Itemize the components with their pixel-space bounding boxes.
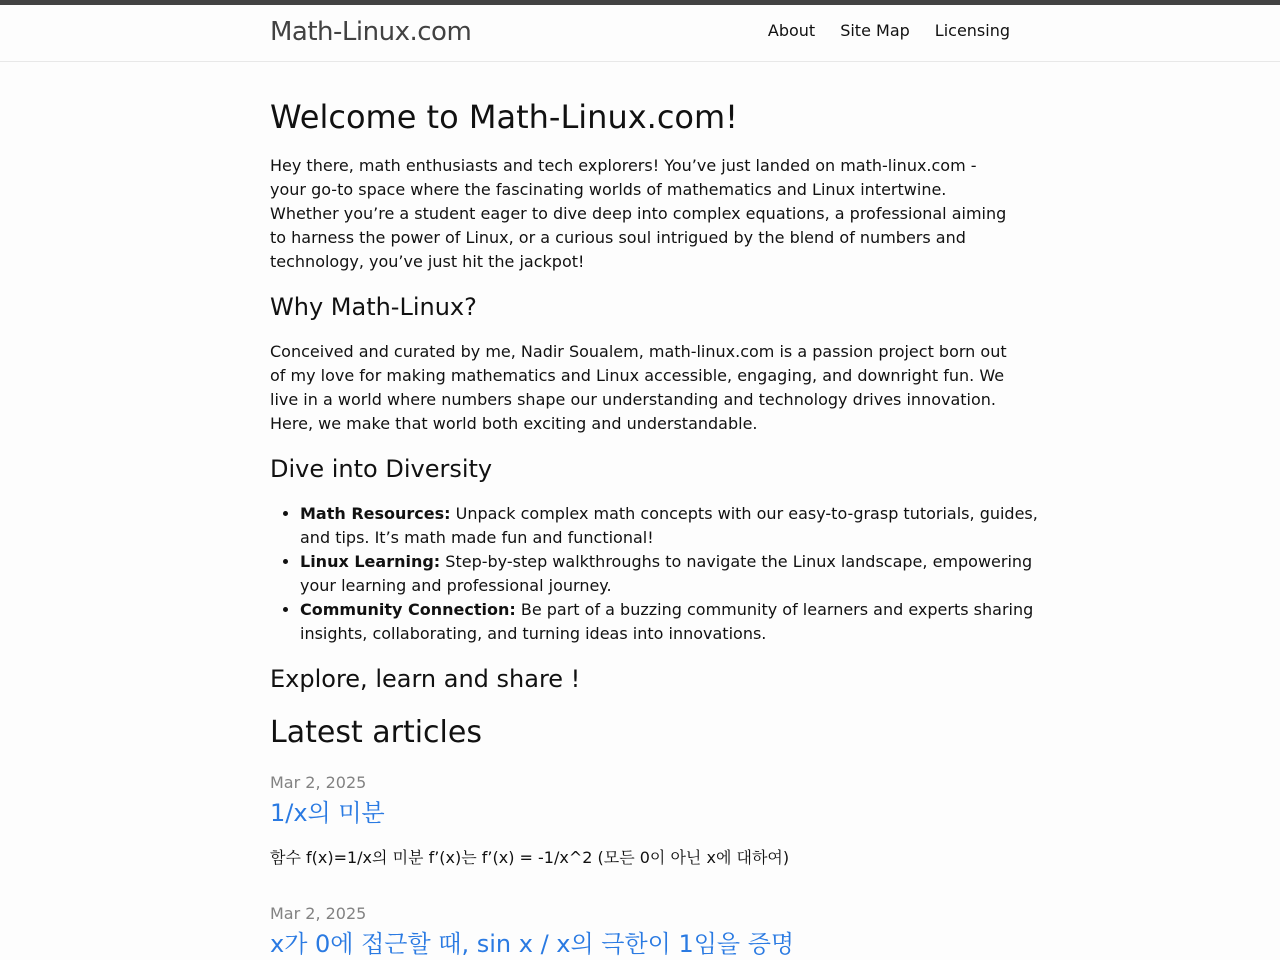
why-paragraph: Conceived and curated by me, Nadir Soualem, math-linux.com is a passion project born out of my love for making mathematics and Linux accessible, engaging, and downright fun. We live in a world where numbers shape our understanding and technology drives innovation. Here, we make that world both exciting and understandable. [270, 342, 1007, 433]
post-title-link[interactable]: 1/x의 미분 [270, 799, 385, 827]
nav-about-link[interactable]: About [767, 21, 816, 40]
feature-title: Linux Learning: [300, 552, 441, 571]
dive-heading: Dive into Diversity [270, 455, 493, 483]
site-nav [768, 19, 1010, 43]
post-excerpt: 함수 f(x)=1/x의 미분 f’(x)는 f’(x) = -1/x^2 (모든 0이 아닌 x에 대하여) [270, 848, 790, 867]
site-header [0, 5, 1280, 62]
intro-paragraph: Hey there, math enthusiasts and tech explorers! You’ve just landed on math-linux.com - your go-to space where the fascinating worlds of mathematics and Linux intertwine. Whether you’re a student eager to dive deep into complex equations, a professional aiming to harness the power of Linux, or a curious soul intrigued by the blend of numbers and technology, you’ve just hit the jackpot! [270, 156, 1007, 271]
post-date: Mar 2, 2025 [270, 904, 367, 923]
nav-site-map-link[interactable]: Site Map [840, 21, 910, 40]
site-title-link[interactable]: Math-Linux.com [270, 17, 472, 47]
feature-title: Community Connection: [300, 600, 516, 619]
feature-text: Step-by-step walkthroughs to navigate the Linux landscape, empowering your learning and professional journey. [300, 552, 1033, 595]
latest-articles-heading: Latest articles [270, 715, 482, 750]
feature-title: Math Resources: [300, 504, 451, 523]
feature-list [270, 502, 1040, 646]
feature-item-linux [300, 550, 1040, 598]
explore-heading: Explore, learn and share ! [270, 665, 581, 693]
feature-text: Unpack complex math concepts with our easy-to-grasp tutorials, guides, and tips. It’s math made fun and functional! [300, 504, 1038, 547]
feature-text: Be part of a buzzing community of learners and experts sharing insights, collaborating, and turning ideas into innovations. [300, 600, 1034, 643]
post-title-link[interactable]: x가 0에 접근할 때, sin x / x의 극한이 1임을 증명 [270, 930, 795, 958]
feature-item-math [300, 502, 1040, 550]
why-heading: Why Math-Linux? [270, 293, 477, 321]
post-date: Mar 2, 2025 [270, 773, 367, 792]
page-title: Welcome to Math-Linux.com! [270, 98, 738, 136]
feature-item-community [300, 598, 1040, 646]
nav-licensing-link[interactable]: Licensing [934, 21, 1010, 40]
